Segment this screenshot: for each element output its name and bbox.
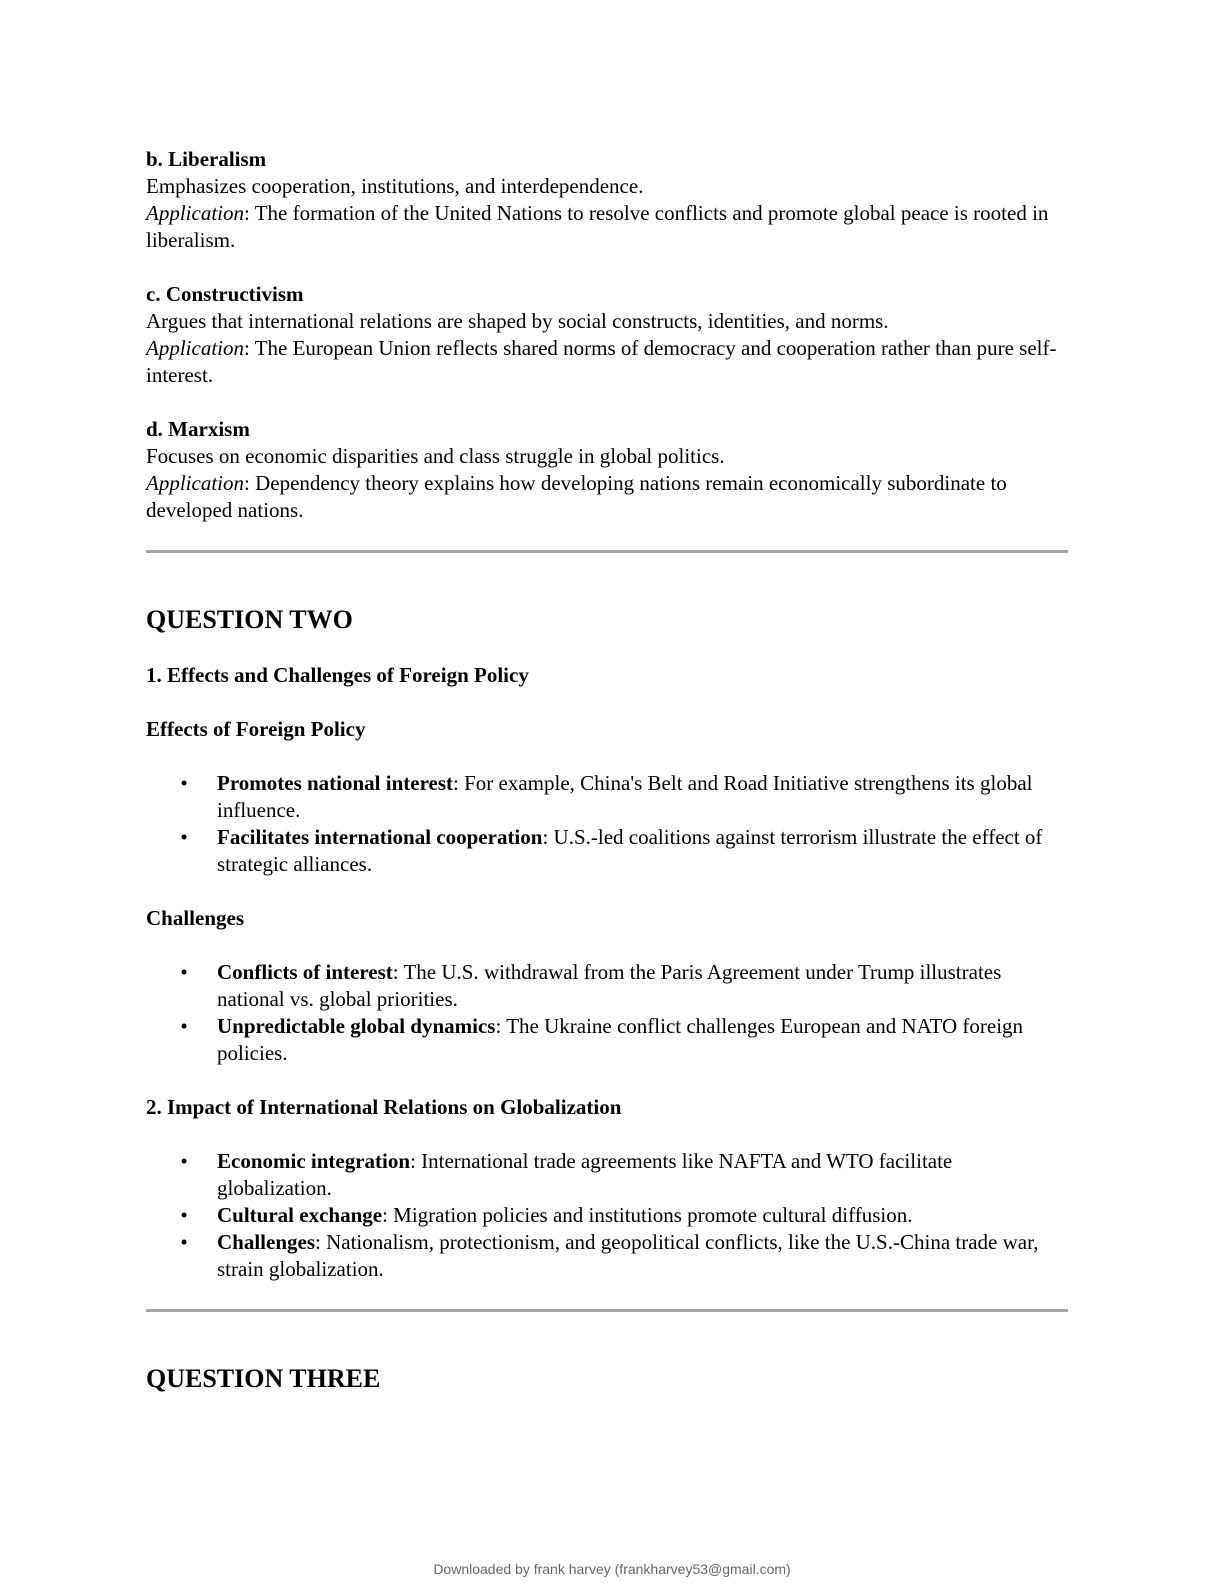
- list-item: [146, 1148, 1068, 1202]
- theory-liberalism: [146, 146, 1068, 254]
- theory-application: [146, 470, 1068, 524]
- question-three-heading: QUESTION THREE: [146, 1364, 381, 1393]
- list-item-term: Economic integration: [217, 1149, 411, 1173]
- bullet-icon: •: [180, 1230, 188, 1254]
- list-item-term: Promotes national interest: [217, 771, 454, 795]
- list-item: [146, 1202, 1068, 1229]
- impacts-list: [146, 1148, 1068, 1283]
- list-item-term: Challenges: [217, 1230, 316, 1254]
- application-label: Application: [146, 201, 244, 225]
- theory-application: [146, 335, 1068, 389]
- theory-description: Focuses on economic disparities and class struggle in global politics.: [146, 444, 725, 468]
- theory-description: Argues that international relations are shaped by social constructs, identities, and norms.: [146, 309, 889, 333]
- list-item: [146, 770, 1068, 824]
- list-item-text: : For example, China's Belt and Road Initiative strengthens its global influence.: [217, 771, 1033, 822]
- application-text: : Dependency theory explains how developing nations remain economically subordinate to developed nations.: [146, 471, 1007, 522]
- bullet-icon: •: [180, 771, 188, 795]
- theory-constructivism: [146, 281, 1068, 389]
- section-heading-globalization: 2. Impact of International Relations on Globalization: [146, 1095, 622, 1119]
- theory-marxism: [146, 416, 1068, 524]
- list-item-text: : Migration policies and institutions promote cultural diffusion.: [382, 1203, 913, 1227]
- list-item: [146, 824, 1068, 878]
- list-item-term: Unpredictable global dynamics: [217, 1014, 496, 1038]
- effects-list: [146, 770, 1068, 878]
- list-item-term: Facilitates international cooperation: [217, 825, 543, 849]
- list-item-term: Conflicts of interest: [217, 960, 393, 984]
- application-text: : The European Union reflects shared norms of democracy and cooperation rather than pure self-interest.: [146, 336, 1057, 387]
- list-item-text: : U.S.-led coalitions against terrorism illustrate the effect of strategic alliances.: [217, 825, 1043, 876]
- list-item-text: : The U.S. withdrawal from the Paris Agreement under Trump illustrates national vs. global priorities.: [217, 960, 1002, 1011]
- bullet-icon: •: [180, 1014, 188, 1038]
- section-divider: [146, 550, 1068, 553]
- theory-description: Emphasizes cooperation, institutions, and interdependence.: [146, 174, 644, 198]
- challenges-list: [146, 959, 1068, 1067]
- application-text: : The formation of the United Nations to resolve conflicts and promote global peace is rooted in liberalism.: [146, 201, 1049, 252]
- theory-application: [146, 200, 1068, 254]
- application-label: Application: [146, 336, 244, 360]
- download-footer: Downloaded by frank harvey (frankharvey53@gmail.com): [433, 1561, 791, 1577]
- section-divider: [146, 1309, 1068, 1312]
- list-item: [146, 1013, 1068, 1067]
- bullet-icon: •: [180, 825, 188, 849]
- list-item-text: : International trade agreements like NAFTA and WTO facilitate globalization.: [217, 1149, 953, 1200]
- bullet-icon: •: [180, 1149, 188, 1173]
- subsection-heading-challenges: Challenges: [146, 906, 245, 930]
- section-heading-foreign-policy: 1. Effects and Challenges of Foreign Policy: [146, 663, 529, 687]
- page-content: [146, 146, 1068, 1395]
- theory-title: d. Marxism: [146, 417, 250, 441]
- list-item-text: : Nationalism, protectionism, and geopolitical conflicts, like the U.S.-China trade war, strain globalization.: [217, 1230, 1039, 1281]
- subsection-heading-effects: Effects of Foreign Policy: [146, 717, 366, 741]
- bullet-icon: •: [180, 1203, 188, 1227]
- list-item-text: : The Ukraine conflict challenges European and NATO foreign policies.: [217, 1014, 1024, 1065]
- question-two-heading: QUESTION TWO: [146, 605, 353, 634]
- list-item: [146, 959, 1068, 1013]
- application-label: Application: [146, 471, 244, 495]
- theory-title: c. Constructivism: [146, 282, 304, 306]
- theory-title: b. Liberalism: [146, 147, 267, 171]
- list-item-term: Cultural exchange: [217, 1203, 383, 1227]
- list-item: [146, 1229, 1068, 1283]
- bullet-icon: •: [180, 960, 188, 984]
